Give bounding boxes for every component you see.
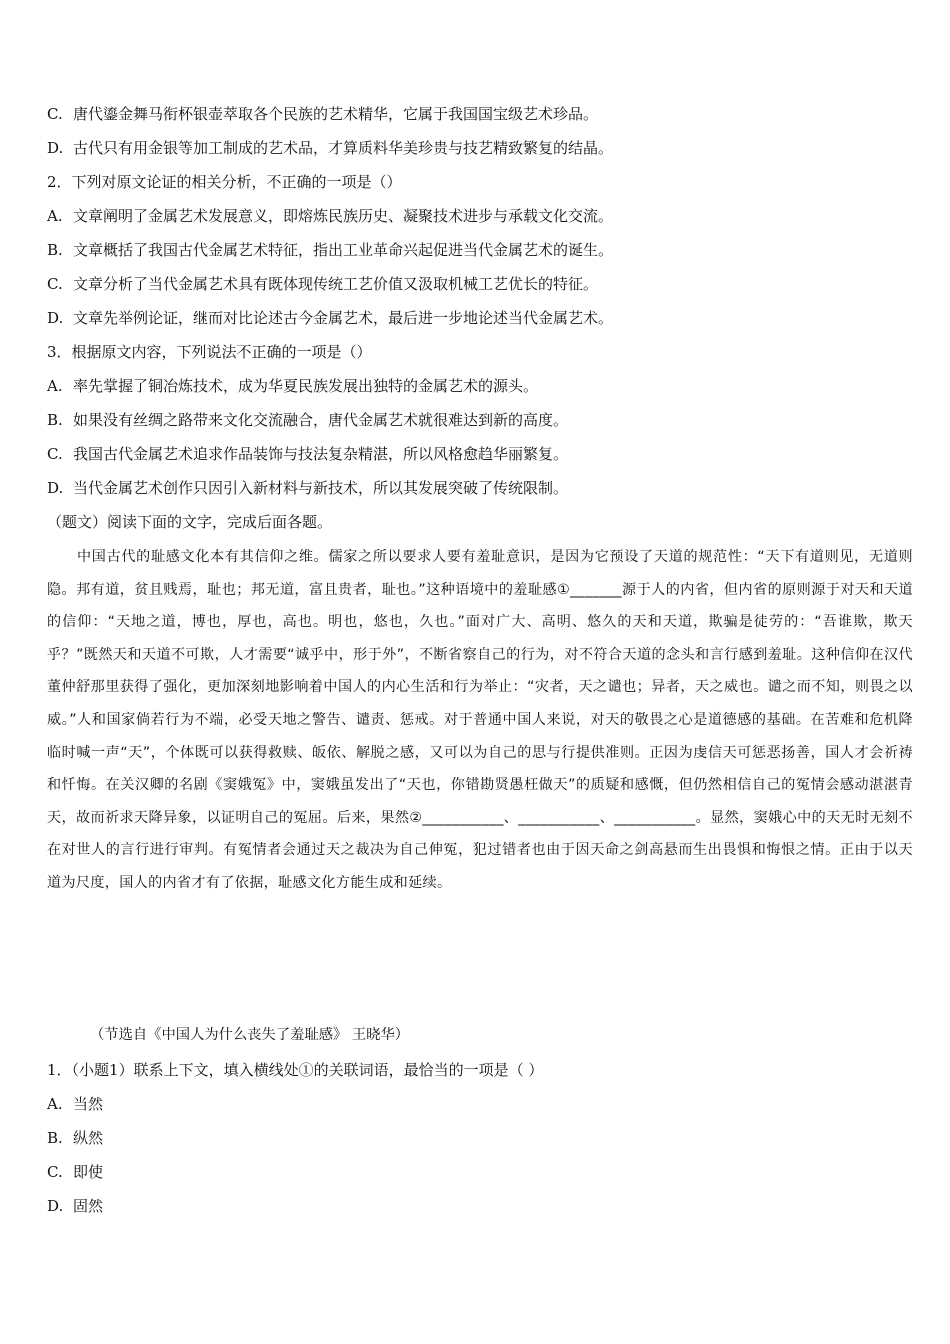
option-text: 古代只有用金银等加工制成的艺术品，才算质料华美珍贵与技艺精致繁复的结晶。 [73,139,614,157]
option-text: 我国古代金属艺术追求作品装饰与技法复杂精湛，所以风格愈趋华丽繁复。 [73,445,569,463]
sub-q1-option-d [47,1196,907,1216]
q3-option-d [47,478,907,498]
option-text: 即使 [73,1163,104,1181]
option-letter: D. [47,309,64,327]
option-text: 文章分析了当代金属艺术具有既体现传统工艺价值又汲取机械工艺优长的特征。 [73,275,599,293]
option-text: 文章概括了我国古代金属艺术特征，指出工业革命兴起促进当代金属艺术的诞生。 [73,241,614,259]
option-letter: D. [47,1197,64,1215]
option-letter: C. [47,1163,63,1181]
option-letter: B. [47,411,63,429]
sub-q1-option-b [47,1128,907,1148]
q3-stem: 3．根据原文内容，下列说法不正确的一项是（） [47,343,372,361]
option-text: 固然 [73,1197,104,1215]
option-letter: B. [47,1129,63,1147]
passage-source: （节选自《中国人为什么丧失了羞耻感》 王晓华） [90,1027,410,1043]
q3-option-a [47,376,907,396]
reading-passage: 中国古代的耻感文化本有其信仰之维。儒家之所以要求人要有羞耻意识，是因为它预设了天道的规范性：“天下有道则见，无道则隐。邦有道，贫且贱焉，耻也；邦无道，富且贵者，耻也。”这种语境中的羞耻感①_______源于人的内省，但内省的原则源于对天和天道的信仰：“天地之道，博也，厚也，高也。明也，悠也，久也。”面对广大、高明、悠久的天和天道，欺骗是徒劳的：“吾谁欺，欺天乎？”既然天和天道不可欺，人才需要“诚乎中，形于外”，不断省察自己的行为，对不符合天道的念头和言行感到羞耻。这种信仰在汉代董仲舒那里获得了强化，更加深刻地影响着中国人的内心生活和行为举止：“灾者，天之谴也；异者，天之威也。谴之而不知，则畏之以威。”人和国家倘若行为不端，必受天地之警告、谴责、惩戒。对于普通中国人来说，对天的敬畏之心是道德感的基础。在苦难和危机降临时喊一声“天”，个体既可以获得救赎、皈依、解脱之感，又可以为自己的思与行提供准则。正因为虔信天可惩恶扬善，国人才会祈祷和忏悔。在关汉卿的名剧《窦娥冤》中，窦娥虽发出了“天也，你错勘贤愚枉做天”的质疑和感慨，但仍然相信自己的冤情会感动湛湛青天，故而祈求天降异象，以证明自己的冤屈。后来，果然②___________、___________、___________。显然，窦娥心中的天无时无刻不在对世人的言行进行审判。有冤情者会通过天之裁决为自己伸冤，犯过错者也由于因天命之剑高悬而生出畏惧和悔恨之情。正由于以天道为尺度，国人的内省才有了依据，耻感文化方能生成和延续。 [47,549,913,891]
q3-option-b [47,410,907,430]
option-letter: D. [47,479,64,497]
option-letter: A. [47,377,63,395]
option-text: 率先掌握了铜冶炼技术，成为华夏民族发展出独特的金属艺术的源头。 [73,377,539,395]
q2-option-b [47,240,907,260]
q2-option-d [47,308,907,328]
option-letter: B. [47,241,63,259]
section-heading: （题文）阅读下面的文字，完成后面各题。 [47,513,333,531]
q2-option-c [47,274,907,294]
option-letter: C. [47,275,63,293]
q1-option-c [47,104,907,124]
option-text: 唐代鎏金舞马衔杯银壶萃取各个民族的艺术精华，它属于我国国宝级艺术珍品。 [73,105,599,123]
q2-option-a [47,206,907,226]
option-text: 文章先举例论证，继而对比论述古今金属艺术，最后进一步地论述当代金属艺术。 [73,309,614,327]
option-text: 纵然 [73,1129,104,1147]
q3-option-c [47,444,907,464]
option-text: 当然 [73,1095,104,1113]
option-letter: A. [47,207,63,225]
sub-q1-stem: 1．（小题1）联系上下文，填入横线处①的关联词语，最恰当的一项是（ ） [47,1061,544,1079]
option-letter: A. [47,1095,63,1113]
sub-q1-option-a [47,1094,907,1114]
option-letter: C. [47,105,63,123]
q1-option-d [47,138,907,158]
option-letter: C. [47,445,63,463]
option-letter: D. [47,139,64,157]
q2-stem: 2．下列对原文论证的相关分析，不正确的一项是（） [47,173,402,191]
option-text: 如果没有丝绸之路带来文化交流融合，唐代金属艺术就很难达到新的高度。 [73,411,569,429]
option-text: 当代金属艺术创作只因引入新材料与新技术，所以其发展突破了传统限制。 [73,479,569,497]
sub-q1-option-c [47,1162,907,1182]
option-text: 文章阐明了金属艺术发展意义，即熔炼民族历史、凝聚技术进步与承载文化交流。 [73,207,614,225]
